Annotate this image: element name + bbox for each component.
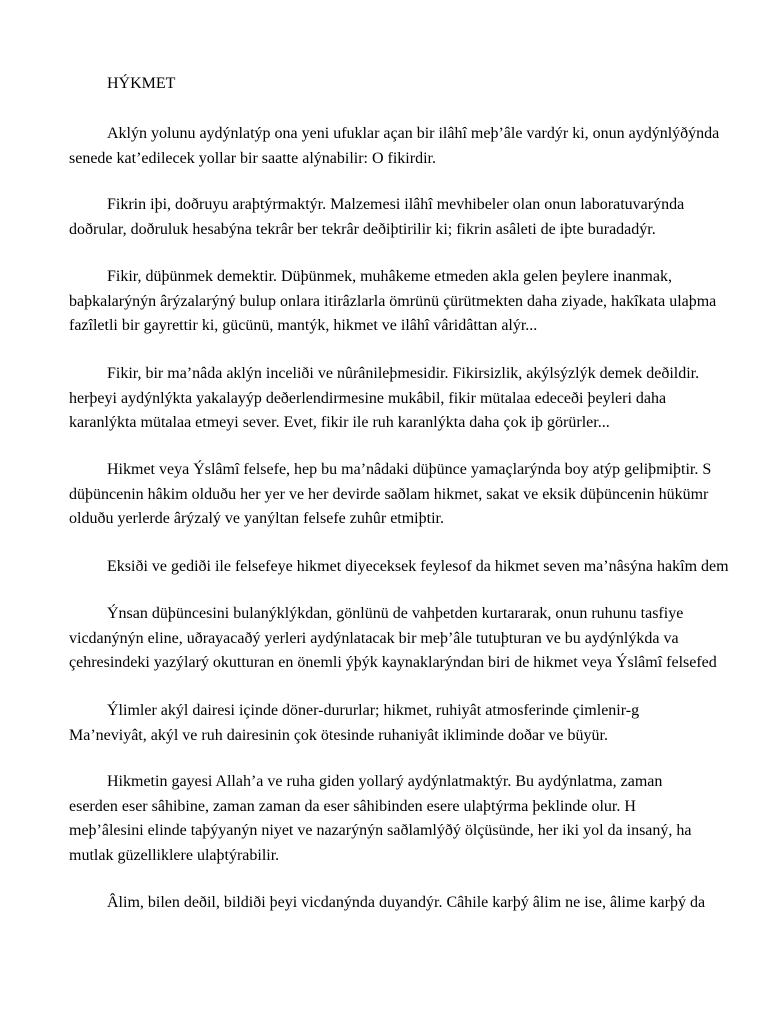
- paragraph: [69, 699, 768, 748]
- paragraph-line: herþeyi aydýnlýkta yakalayýp deðerlendirmesine mukâbil, fikir mütalaa edeceði þeyleri daha: [69, 389, 667, 407]
- paragraph-line: doðrular, doðruluk hesabýna tekrâr ber tekrâr deðiþtirilir ki; fikrin asâleti de iþte buradadýr.: [69, 220, 656, 238]
- paragraph-line: senede kat’edilecek yollar bir saatte alýnabilir: O fikirdir.: [69, 149, 436, 167]
- paragraph-line: olduðu yerlerde ârýzalý ve yanýltan felsefe zuhûr etmiþtir.: [69, 510, 444, 527]
- paragraph-line: eserden eser sâhibine, zaman zaman da eser sâhibinden esere ulaþtýrma þeklinde olur. H: [69, 797, 636, 815]
- paragraph-line: Hikmet veya Ýslâmî felsefe, hep bu ma’nâdaki düþünce yamaçlarýnda boy atýp geliþmiþtir. S: [107, 461, 712, 478]
- paragraph: [69, 458, 768, 532]
- paragraph-line: çehresindeki yazýlarý okutturan en önemli ýþýk kaynaklarýndan biri de hikmet veya Ýslâmî felsefed: [69, 654, 717, 671]
- paragraph: [69, 555, 768, 580]
- paragraph: [69, 122, 768, 171]
- paragraph-line: düþüncenin hâkim olduðu her yer ve her devirde saðlam hikmet, sakat ve eksik düþüncenin hükümr: [69, 485, 709, 503]
- paragraph-line: Eksiði ve gediði ile felsefeye hikmet diyeceksek feylesof da hikmet seven ma’nâsýna hakîm dem: [107, 558, 729, 575]
- paragraph-line: Hikmetin gayesi Allah’a ve ruha giden yollarý aydýnlatmaktýr. Bu aydýnlatma, zaman: [107, 773, 663, 790]
- paragraph: [69, 193, 768, 242]
- paragraph-line: mutlak güzelliklere ulaþtýrabilir.: [69, 846, 280, 864]
- paragraph-line: baþkalarýnýn ârýzalarýný bulup onlara itirâzlarla ömrünü çürütmekten daha ziyade, hakîkata ulaþma: [69, 292, 717, 310]
- paragraph: [69, 602, 768, 676]
- paragraph-line: Fikrin iþi, doðruyu araþtýrmaktýr. Malzemesi ilâhî mevhibeler olan onun laboratuvarýnda: [107, 196, 685, 213]
- paragraph: [69, 362, 768, 436]
- paragraph-line: Fikir, düþünmek demektir. Düþünmek, muhâkeme etmeden akla gelen þeylere inanmak,: [107, 268, 672, 285]
- paragraph-line: meþ’âlesini elinde taþýyanýn niyet ve nazarýnýn saðlamlýðý ölçüsünde, her iki yol da insaný, ha: [69, 822, 692, 839]
- document-title: HÝKMET: [107, 75, 176, 92]
- paragraph-line: fazîletli bir gayrettir ki, gücünü, mantýk, hikmet ve ilâhî vâridâttan alýr...: [69, 317, 538, 334]
- paragraph-line: Âlim, bilen deðil, bildiði þeyi vicdanýnda duyandýr. Câhile karþý âlim ne ise, âlime karþý da: [107, 894, 706, 911]
- paragraph-line: Ýnsan düþüncesini bulanýklýkdan, gönlünü de vahþetden kurtararak, onun ruhunu tasfiye: [107, 605, 684, 622]
- paragraph-line: vicdanýnýn eline, uðrayacaðý yerleri aydýnlatacak bir meþ’âle tutuþturan ve bu aydýnlýkda va: [69, 629, 679, 647]
- paragraph-line: Aklýn yolunu aydýnlatýp ona yeni ufuklar açan bir ilâhî meþ’âle vardýr ki, onun aydýnlýðýnda: [107, 125, 720, 142]
- paragraph: [69, 770, 768, 868]
- paragraph-line: Fikir, bir ma’nâda aklýn inceliði ve nûrânileþmesidir. Fikirsizlik, akýlsýzlýk demek deðildir.: [107, 365, 700, 382]
- paragraph-line: Ma’neviyât, akýl ve ruh dairesinin çok ötesinde ruhaniyât ikliminde doðar ve büyür.: [69, 726, 608, 744]
- paragraph-line: Ýlimler akýl dairesi içinde döner-dururlar; hikmet, ruhiyât atmosferinde çimlenir-g: [107, 702, 640, 719]
- paragraph: [69, 265, 768, 339]
- paragraph-line: karanlýkta mütalaa etmeyi sever. Evet, fikir ile ruh karanlýkta daha çok iþ görürler...: [69, 414, 610, 431]
- paragraph: [69, 891, 768, 916]
